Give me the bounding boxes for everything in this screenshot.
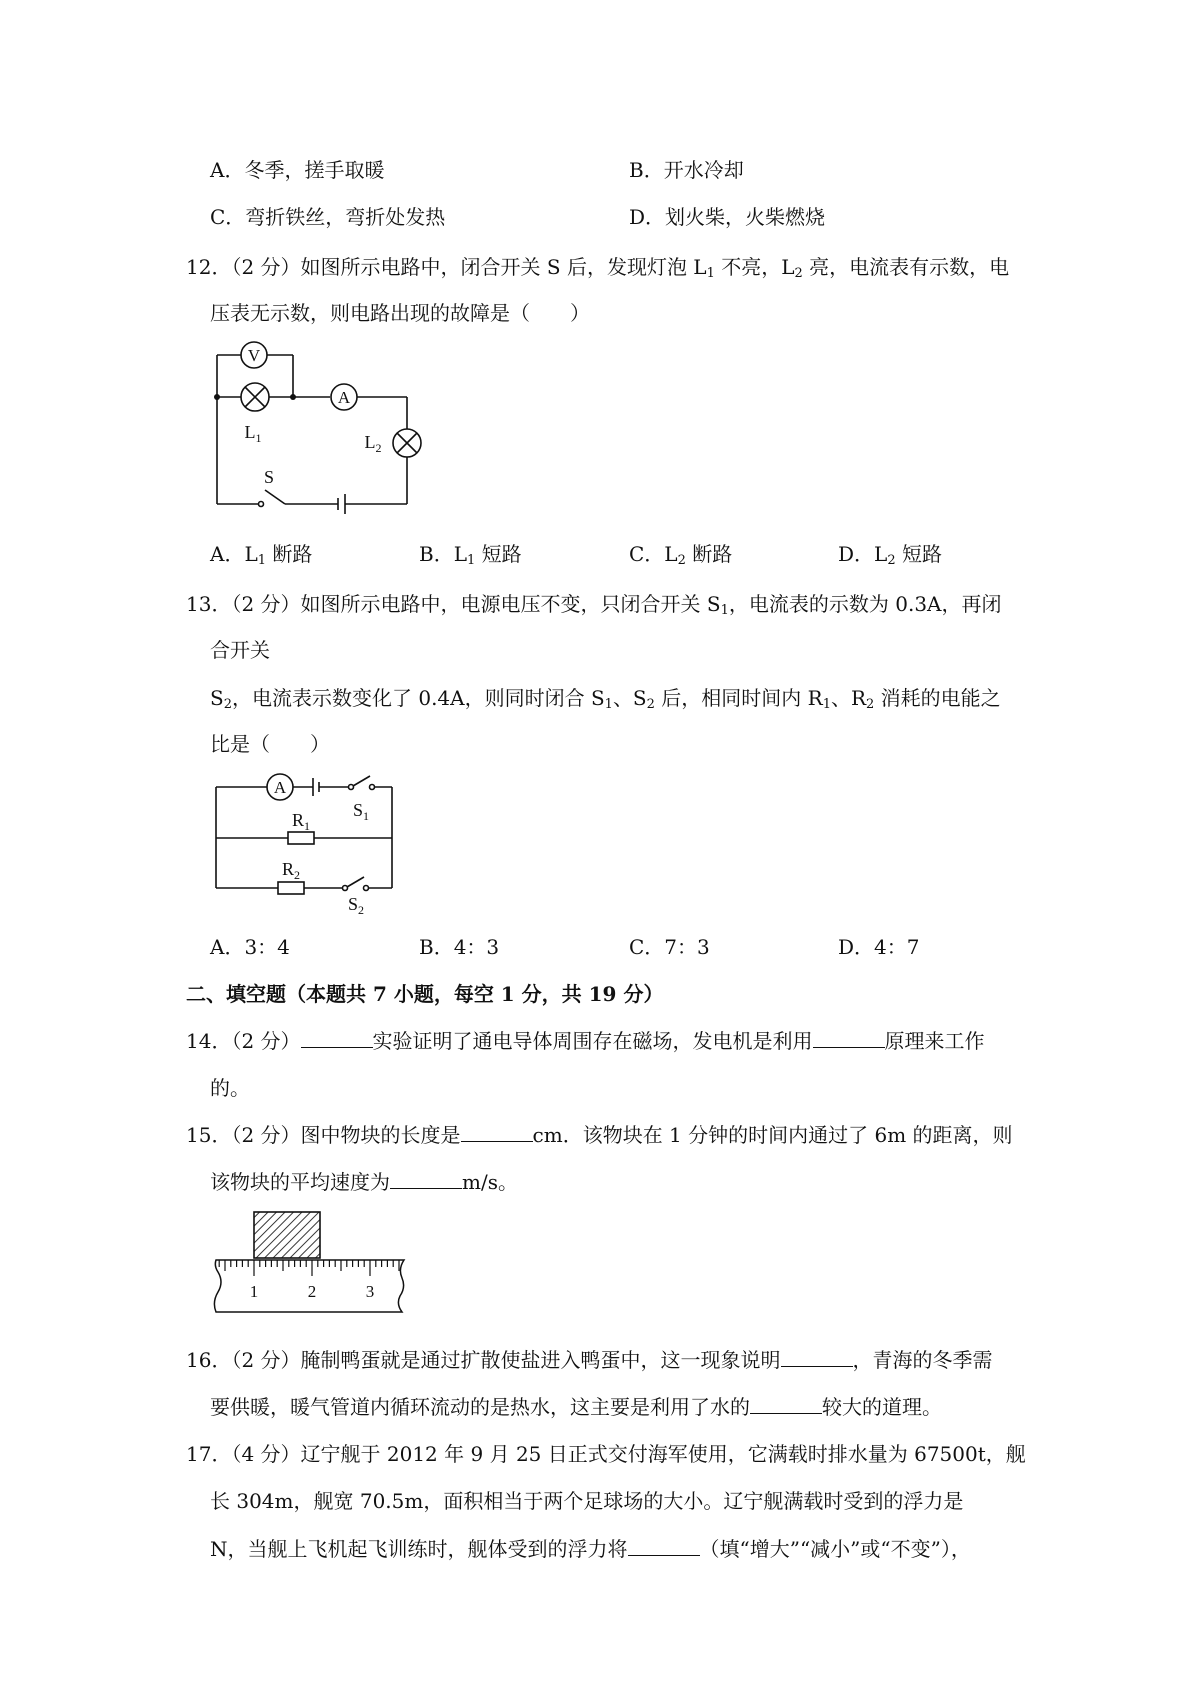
tick-label-1: 1 <box>249 1282 259 1301</box>
voltmeter-label: V <box>247 346 261 365</box>
q12-circuit-diagram <box>205 338 425 513</box>
q13-stem-line1: 13．（2 分）如图所示电路中，电源电压不变，只闭合开关 $S_1$，电流表的示数为 0.3A，再闭 <box>186 592 1002 618</box>
q12-option-c: C．$L_2$ 断路 <box>629 542 733 568</box>
q17-stem-line1: 17．（4 分）辽宁舰于 2012 年 9 月 25 日正式交付海军使用，它满载时排水量为 67500t，舰 <box>186 1442 1026 1466</box>
q15-stem-line2: 该物块的平均速度为 m/s。 <box>210 1170 518 1194</box>
blank <box>301 1029 373 1048</box>
q13-stem-line3: $S_2$，电流表示数变化了 0.4A，则同时闭合 $S_1$、$S_2$ 后，相同时间内 $R_1$、$R_2$ 消耗的电能之 <box>210 686 1001 712</box>
blank <box>390 1170 462 1189</box>
s1-label: $S_1$ <box>352 800 370 823</box>
q14-stem-line1: 14．（2 分） 实验证明了通电导体周围存在磁场，发电机是利用 原理来工作 <box>186 1029 985 1053</box>
q16-stem-line1: 16．（2 分）腌制鸭蛋就是通过扩散使盐进入鸭蛋中，这一现象说明 ，青海的冬季需 <box>186 1348 993 1372</box>
tick-label-2: 2 <box>307 1282 317 1301</box>
q13-option-a: A．3：4 <box>210 935 290 959</box>
blank <box>461 1123 533 1142</box>
q11-option-c: C．弯折铁丝，弯折处发热 <box>210 205 446 229</box>
q17-stem-line2: 长 304m，舰宽 70.5m，面积相当于两个足球场的大小。辽宁舰满载时受到的浮力是 <box>210 1489 964 1513</box>
blank <box>813 1029 885 1048</box>
s2-label: $S_2$ <box>347 894 365 917</box>
section-2-title: 二、填空题（本题共 7 小题，每空 1 分，共 19 分） <box>186 982 664 1006</box>
ammeter-label: A <box>337 388 351 407</box>
l2-label: $L_2$ <box>364 432 382 455</box>
blank <box>750 1395 822 1414</box>
block <box>254 1212 320 1258</box>
q17-stem-line3: N，当舰上飞机起飞训练时，舰体受到的浮力将 （填“增大”“减小”或“不变”）， <box>210 1537 971 1561</box>
q15-stem-line1: 15．（2 分）图中物块的长度是 cm．该物块在 1 分钟的时间内通过了 6m 的距离，则 <box>186 1123 1013 1147</box>
q13-stem-line2: 合开关 <box>210 638 270 662</box>
q14-stem-line2: 的。 <box>210 1076 250 1100</box>
ammeter-label: A <box>273 778 287 797</box>
q15-ruler-figure <box>212 1208 412 1320</box>
r1-label: $R_1$ <box>291 810 311 833</box>
switch-label: S <box>263 467 275 487</box>
q13-circuit-diagram <box>210 768 400 916</box>
l1-label: $L_1$ <box>244 422 262 445</box>
r2-label: $R_2$ <box>281 859 301 882</box>
q13-stem-line4: 比是（ ） <box>210 732 330 756</box>
q12-option-d: D．$L_2$ 短路 <box>838 542 942 568</box>
q12-option-a: A．$L_1$ 断路 <box>210 542 313 568</box>
q11-option-a: A．冬季，搓手取暖 <box>210 158 385 182</box>
q13-option-d: D．4：7 <box>838 935 920 959</box>
q12-option-b: B．$L_1$ 短路 <box>419 542 522 568</box>
q13-option-c: C．7：3 <box>629 935 710 959</box>
q12-stem-line1: 12．（2 分）如图所示电路中，闭合开关 S 后，发现灯泡 $L_1$ 不亮，$L_2$ 亮，电流表有示数，电 <box>186 255 1010 281</box>
q16-stem-line2: 要供暖，暖气管道内循环流动的是热水，这主要是利用了水的 较大的道理。 <box>210 1395 942 1419</box>
q11-option-d: D．划火柴，火柴燃烧 <box>629 205 826 229</box>
blank <box>781 1348 853 1367</box>
q11-option-b: B．开水冷却 <box>629 158 744 182</box>
tick-label-3: 3 <box>365 1282 375 1301</box>
blank <box>628 1537 700 1556</box>
q12-stem-line2: 压表无示数，则电路出现的故障是（ ） <box>210 301 590 325</box>
q13-option-b: B．4：3 <box>419 935 500 959</box>
